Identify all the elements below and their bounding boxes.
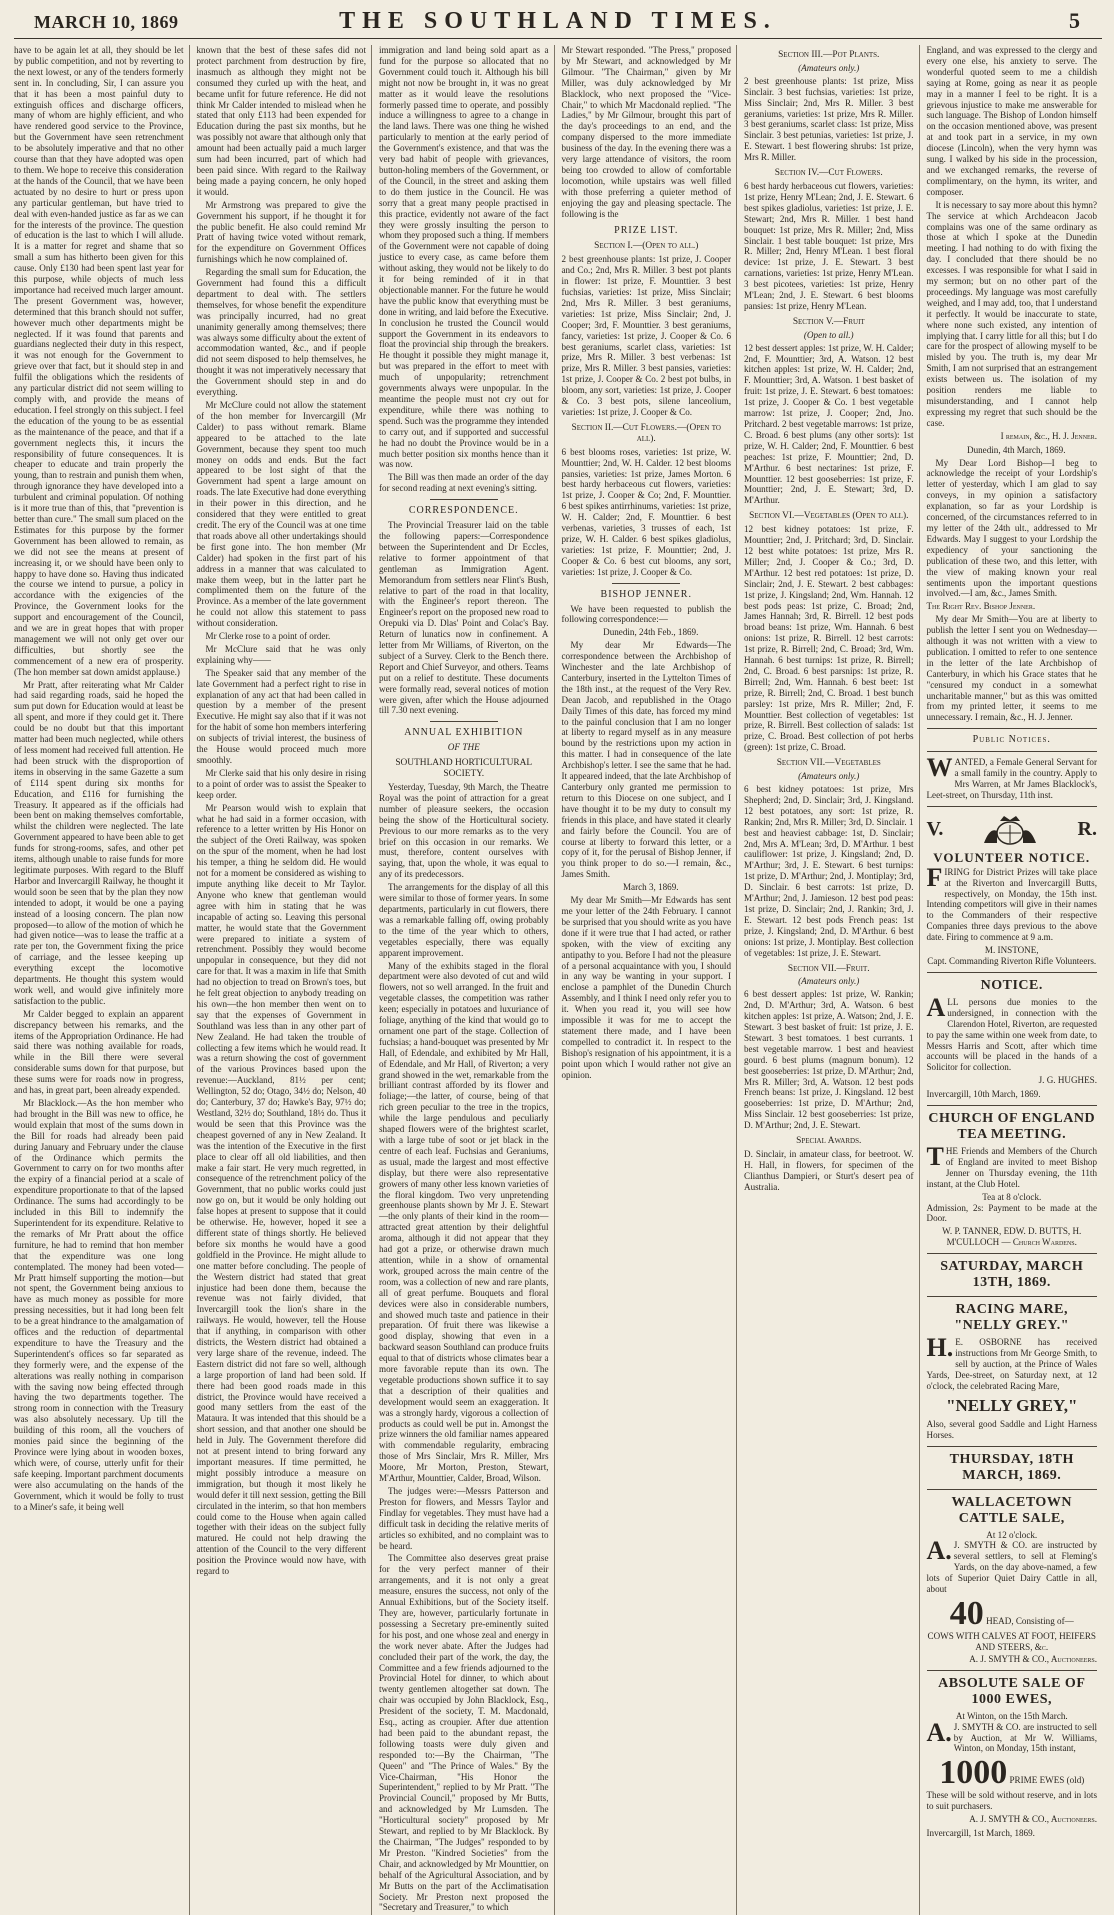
section-sub: (Amateurs only.): [798, 62, 860, 73]
church-wardens: W. P. TANNER, EDW. D. BUTTS, H. M'CULLOCH — Church Wardens.: [942, 1226, 1082, 1248]
ewes-count-line: [927, 1756, 1098, 1790]
exhibition-heading: ANNUAL EXHIBITION: [404, 727, 524, 739]
correspondence-heading: CORRESPONDENCE.: [408, 505, 519, 517]
section-heading: Section IV.—Cut Flowers.: [774, 168, 883, 179]
cattle-count-text: HEAD, Consisting of—: [986, 1615, 1074, 1626]
ewes-sale-terms: These will be sold without reserve, and in lots to suit purchasers.: [926, 1790, 1097, 1812]
ewes-count-text: PRIME EWES (old): [1009, 1775, 1085, 1786]
divider: [927, 1105, 1098, 1106]
masthead: [14, 8, 1102, 39]
divider: [927, 1670, 1098, 1671]
article-paragraph: Regarding the small sum for Education, the Government had found this a difficult department to deal with. The settlers themselves, for whose benefit the expenditure was principally incurred, had no great unanimity generally among themselves; there was always some difficulty about the extent of accommodation wanted, &c., and if people did not seem disposed to help themselves, he thought it was not imperatively necessary that the Government should step in and do everything.: [196, 267, 366, 398]
volunteer-signature-title: Capt. Commanding Riverton Rifle Volunteers.: [927, 955, 1097, 966]
exhibition-society: SOUTHLAND HORTICULTURAL SOCIETY.: [395, 758, 533, 780]
letter-text: My dear Mr Edwards—The correspondence between the Archbishop of Winchester and the late Archbishop of Canterbury, inserted in the Lyttelton Times of the 18th inst., at the request of the Very Rev. Dean Jacob, and republished in the Otago Daily Times of this date, has forced my mind to the painful conclusion that I am no longer at liberty to regard myself as in any measure bound by the restrictions upon my action in this matter. I had in consequence of the late Archbishop's letter. I see the same that he had. It appeared indeed, that the late Archbishop of Canterbury only granted me permission to return to this Diocese on one subject, and I have thought it to be my duty to consult my friends in this place, and have stated it clearly and fairly before the Council. You are of course at liberty to forward this letter, or a copy of it, for the perusal of Bishop Jenner, if you think proper to do so.—I remain, &c., James Smith.: [561, 640, 731, 880]
cattle-count: 40: [949, 1594, 984, 1632]
article-paragraph: The arrangements for the display of all this were similar to those of former years. In some departments, particularly in cut flowers, there was a remarkable falling off, owing probably to the time of the year which to others, vegetables especially, there was equally apparent improvement.: [379, 882, 549, 958]
divider: [927, 1446, 1098, 1447]
final-signature: A. J. SMYTH & CO., Auctioneers.: [969, 1814, 1097, 1825]
issue-date: MARCH 10, 1869: [34, 12, 179, 32]
article-paragraph: Mr McClure could not allow the statement of the hon member for Invercargill (Mr Calder) to pass without remark. Blame appeared to be attached to the late Government, because they spent too much money on odds and ends. But the fact appeared to be lost sight of that the Government had spent a large amount on roads. The late Executive had done everything in their power in this direction, and he considered that they were entitled to great credit. The ery of the Council was at one time that roads above all other undertakings should be first gone into. The hon member (Mr Calder) had spoken in the first part of his address in a manner that was calculated to make them weep, but in the latter part he complimented them on the future of the Province. As a member of the late government he could not allow this statement to pass without consideration.: [196, 400, 366, 629]
divider: [927, 1296, 1098, 1297]
article-paragraph: The Speaker said that any member of the late Government had a perfect right to rise in explanation of any act that had been called in question by a member of the present Executive. He might say also that if it was not for the habit of some hon members interfering on subjects of trivial interest, the business of the House would proceed much more smoothly.: [196, 667, 366, 765]
ewes-sale-text: A.J. SMYTH & CO. are instructed to sell by Auction, at Mr W. Williams, Winton, on Monday, 15th instant,: [926, 1717, 1097, 1754]
cattle-sale-time: At 12 o'clock.: [986, 1529, 1038, 1540]
volunteer-signature: M. INSTONE,: [984, 945, 1039, 956]
auctioneer-signature: A. J. SMYTH & CO., Auctioneers.: [969, 1653, 1097, 1664]
prize-list: 6 best hardy herbaceous cut flowers, varieties: 1st prize, Henry M'Lean; 2nd, J. E. Stewart. 6 best spikes gladiolus, varieties: 1st prize, J. E. Stewart; 2nd, Mrs R. Miller. 1 best hand bouquet: 1st prize, Mrs R. Miller; 2nd, Miss Sinclair. 1 best table bouquet: 1st prize, Mrs R. Miller; 2nd, Henry M'Lean. 1 best floral device: 1st prize, J. E. Stewart. 3 best carnations, varieties: 1st prize, Henry M'Lean. 3 best picotees, varieties: 1st prize, Henry M'Lean; 2nd, J. E. Stewart. 6 best blooms pansies: 1st prize, Henry M'Lean.: [744, 180, 914, 311]
section-heading: Section I.—(Open to all.): [594, 241, 699, 252]
church-heading: CHURCH OF ENGLAND TEA MEETING.: [928, 1111, 1096, 1143]
article-paragraph: We have been requested to publish the following correspondence:—: [561, 603, 731, 625]
article-paragraph: Mr Clerke said that his only desire in rising to a point of order was to assist the Speaker to keep order.: [196, 767, 366, 800]
divider: [927, 1489, 1098, 1490]
article-paragraph: known that the best of these safes did not protect parchment from destruction by fire, inasmuch as although they might not be consumed they curled up with the heat, and became unfit for future reference. He did not think Mr Calder intended to mislead when he stated that only £113 had been expended for Education during the past six months, but he was possibly not aware that although only that amount had been actually paid a much larger sum had been incurred, part of which had been paid since. With regard to the Railway being made a paying concern, he only hoped it would.: [196, 45, 366, 197]
ewes-count: 1000: [939, 1754, 1008, 1792]
bishop-heading: BISHOP JENNER.: [600, 588, 692, 600]
section-heading: Special Awards.: [796, 1136, 862, 1147]
section-heading: Section V.—Fruit: [792, 316, 865, 327]
final-date: Invercargill, 1st March, 1869.: [926, 1828, 1035, 1839]
notice-date: Invercargill, 10th March, 1869.: [926, 1089, 1041, 1100]
letter-date: Dunedin, 4th March, 1869.: [967, 444, 1066, 455]
horse-name: "NELLY GREY,": [946, 1395, 1078, 1415]
public-notices-heading: Public Notices.: [972, 734, 1051, 746]
article-paragraph: Yesterday, Tuesday, 9th March, the Theatre Royal was the point of attraction for a great number of pleasure seekers, the occasion being the show of the Horticultural society. Previous to our more remarks as to the very brief on this occasion in our remarks. We must, therefore, content ourselves with saying, that, upon the whole, it was equal to any of its predecessors.: [379, 782, 549, 880]
prize-list: 12 best dessert apples: 1st prize, W. H. Calder; 2nd, F. Mounttier; 3rd, A. Watson. 12 best kitchen apples: 1st prize, W. H. Calder; 2nd, F. Mounttier; 3rd, A. Watson. 1 best basket of fruit: 1st prize, J. E. Stewart. 6 best tomatoes: 1st prize, J. Cooper & Co. 1 best vegetable marrow: 1st prize, J. Cooper; 2nd, Jno. Pritchard. 2 best vegetable marrows: 1st prize, C. Broad. 6 best plums (any other sorts): 1st prize, W. H. Calder; 2nd, F. Mounttier. 6 best peaches: 1st prize, F. Mounttier; 2nd, D. M'Arthur. 6 best nectarines: 1st prize, F. Mounttier. 12 best gooseberries: 1st prize, F. Mounttier; 2nd, J. E. Stewart; 3rd, D. M'Arthur.: [744, 342, 914, 506]
divider: [927, 806, 1098, 807]
volunteer-notice-text: FIRING for District Prizes will take place at the Riverton and Invercargill Butts, respectively, on Monday, the 15th inst. Intending competitors will give in their names to the Commanders of their respective Companies three days previous to the above date. Firing to commence at 9 a.m.: [926, 862, 1097, 943]
section-heading: Section III.—Pot Plants.: [778, 50, 880, 60]
racing-text: H.E. OSBORNE has received instructions from Mr George Smith, to sell by auction, at the Prince of Wales Yards, Dee-street, on Saturday next, at 12 o'clock, the celebrated Racing Mare,: [926, 1333, 1097, 1391]
prize-list: 6 best kidney potatoes: 1st prize, Mrs Shepherd; 2nd, D. Sinclair; 3rd, J. Kingsland. 12 best potatoes, any sort: 1st prize, R. Rankin; 2nd, Mrs R. Miller; 3rd, D. Sinclair. 1 best and heaviest cabbage: 1st, D. Sinclair; 2nd, Mrs A. M'Lean; 3rd, D. M'Arthur. 1 best cauliflower: 1st prize, J. Kingsland; 2nd, D. M'Arthur; 3rd, J. E. Stewart. 6 best turnips: 1st prize, D. M'Arthur; 2nd, J. Montiplay; 3rd, D. Sinclair. 6 best carrots: 1st prize, D. M'Arthur; 2nd, J. Jamieson. 12 best pod peas: 1st prize, D. Sinclair; 2nd, J. Rankin; 3rd, J. E. Stewart. 12 best pods French peas: 1st prize, J. Kingsland; 2nd, D. M'Arthur. 6 best onions: 1st prize, J. Montiplay. Best collection of vegetables: 1st prize, J. E. Stewart.: [744, 784, 914, 958]
section-sub: (Open to all.): [803, 329, 854, 340]
divider: [430, 499, 498, 500]
cattle-types: COWS WITH CALVES AT FOOT, HEIFERS AND STEERS, &c.: [927, 1630, 1096, 1652]
article-paragraph: immigration and land being sold apart as a fund for the purpose so allocated that no Government could touch it. Although his bill might not now be brought in, it was no great matter as it would leave the resolutions formerly passed time to operate, and possibly induce a willingness to agree to a change in the land laws. There was one thing he wished particularly to mention at the early period of the Government's existence, and that was the very bad habit of people with grievances, button-holing members of the Government, or of the Council, in the street and asking them to do them justice in the Council. He was sorry that a great many people practised in this practice, evidently not aware of the fact they were grossly insulting the person to whom they proposed such a thing. If members of the Government were not capable of doing justice to every case, as came before them without asking, they would not be likely to do it for being reminded of it in that objectionable manner. For the future he would have the public know that everything must be done in writing, and laid before the Executive. In conclusion he trusted the Council would support the Government in its endeavors to float the provincial ship through the breakers. He thought it possible they might manage it, but was prepared in the effort to meet with much of unpopularity; retrenchment governments always were unpopular. In the meantime the people must not cry out for expenditure, while there was nothing to spend. Such was the programme they intended to carry out, and if supported and successful he had no doubt the Province would be in a much better position six months hence than it was now.: [379, 45, 549, 470]
divider: [927, 728, 1098, 729]
cattle-count-line: [927, 1594, 1098, 1632]
article-paragraph: Mr Pratt, after reiterating what Mr Calder had said regarding roads, said he hoped the sum put down for Education would at least be all spent, and more if they could get it. There could be no doubt but that this important matter had been much neglected, while others of less moment had received full attention. He had been struck with the disproportion of items in observing in the same Gazette a sum of £114 spent during six months for Education, and £116 for furnishing the Treasury. It appeared as if the officials had been bent on making themselves comfortable, whilst the children were neglected. The late Government appeared to have been able to get funds for strong-rooms, safes, and other pet items, although unable to raise funds for more legitimate purposes. With regard to the Bluff Harbor and Invercargill Railway, he thought it would soon be seen that by the plan they now intended to adopt, it would be one a paying instead of a loosing concern. The plan now proposed—to allow of the motion of which he had given notice—was to lease the traffic at a rate per ton, the Government fixing the price of carriage, and the lessee keeping up everything except the locomotive departments. He thought this system would work well, and would give infinitely more satisfaction to the public.: [14, 679, 184, 1006]
prize-list: 2 best greenhouse plants: 1st prize, J. Cooper and Co.; 2nd, Mrs R. Miller. 3 best pot plants in flower: 1st prize, F. Mounttier. 3 best fuchsias, varieties: 1st prize, Miss Sinclair; 2nd, Mrs R. Miller. 3 best geraniums, varieties: 1st prize, Miss Sinclair; 2nd, J. Cooper; 3rd, F. Mounttier. 3 best geraniums, fancy, varieties: 1st prize, J. Cooper & Co. 6 best geraniums, scarlet class, varieties: 1st prize, Mrs R. Miller. 3 best verbenas: 1st prize, Mrs R. Miller. 3 best pansies, varieties: 1st prize, J. Cooper & Co. 2 best pot bulbs, in bloom, any sort, varieties: 1st prize, J. Cooper & Co. 3 best pots, silene lanceolium, varieties: 1st prize, J. Cooper & Co.: [561, 254, 731, 417]
racing-heading: RACING MARE, "NELLY GREY.": [954, 1302, 1070, 1334]
letter-text: My dear Mr Smith—You are at liberty to publish the letter I sent you on Wednesday—although it was not written with a view to publication. I omitted to refer to one sentence in the letter of the late Archbishop of Canterbury, in which his Grace states that he "censured my conduct in a somewhat uncharitable manner," but as this was omitted from my printed letter, it seems to me unnecessary. I remain, &c., H. J. Jenner.: [926, 614, 1097, 723]
article-paragraph: Many of the exhibits staged in the floral department were also devoted of cut and wild flowers, not so well arranged. In the fruit and vegetable classes, the competition was rather keen; especially in potatoes and luxuriance of foliage, anything of the kind that would go to ornament one part of the stage. Collection of fuchsias; a hand-bouquet was presented by Mr Hall, of Edendale, and exhibited by Mr Hall, of Edendale, and Mr Hall, of Riverton; a very grand showed in the wet, remarkable from the brilliant contrast afforded by its flower and foliage;—the latter, of course, being of that rich green peculiar to the tree in the tropics, while the large pendulous and peculiarly shaped flowers were of the brightest scarlet, with a large tube of soot or jet black in the centre of each leaf. Fuchsias and Geraniums, as usual, made the largest and most effective display, but there were also representative growers of many other less known varieties of the floral kingdom. Two very unpretending greenhouse plants shown by Mr J. E. Stewart—the only plants of their kind in the room—attracted great attention by their delightful aroma, although it did not appear that they had got a prize, or otherwise drawn much attention, while in a show of ornamental work, grouped across the main centre of the room, was a collection of new and rare plants, all of great perfume. Bouquets and floral devices were also in considerable numbers, and showed much taste and patience in their preparation. Of fruit there was likewise a good display, showing that even in a backward season Southland can produce fruits equal to that of districts whose climates bear a more favorable repute than its own. The vegetable productions shown suffice it to say that a description of their qualities and development would seem an exaggeration. It was a strongly hardy, vigorous a collection of products as could well be put in. Amongst the prize winners the old familiar names appeared with commendable regularity, embracing those of Mrs Sinclair, Mrs R. Miller, Mrs Moore, Mr Morton, Preston, Stewart, M'Arthur, Mounttier, Calder, Broad, Wilson.: [379, 960, 549, 1484]
article-paragraph: Mr Stewart responded. "The Press," proposed by Mr Stewart, and acknowledged by Mr Gilmour. "The Chairman," given by Mr Miller, was duly acknowledged by Mr Blacklock, who next proposed the "Vice-Chair," to which Mr Macdonald replied. "The Ladies," by Mr Gilmour, brought this part of the day's proceedings to an end, and the company dispersed to the more immediate business of the day. In the evening there was a very large attendance of visitors, the room being too crowded to allow of comfortable locomotion, while upstairs was well filled with those preferring a quieter method of enjoying the gay and pleasing spectacle. The following is the: [561, 45, 731, 219]
divider: [430, 721, 498, 722]
column-4: [562, 45, 738, 1915]
letter-date: March 3, 1869.: [622, 882, 679, 893]
volunteer-notice-heading: VOLUNTEER NOTICE.: [933, 849, 1091, 865]
divider: [612, 583, 680, 584]
letter-text: My dear Mr Smith—Mr Edwards has sent me your letter of the 24th February. I cannot be surprised that you should write as you have done if it were true that I had acted, or rather spoken, with the view of exciting any antipathy to you. Before I had not the pleasure of a personal acquaintance with you, I should in any way be wanting in your support. I enclose a pamphlet of the Dunedin Church Assembly, and I think I need only refer you to it. When you read it, you will see how impossible it was for me to accept the statement there made, and I have been compelled to contradict it. In respect to the Bishop's resignation of his appointment, it is a point upon which I would rather not give an opinion.: [561, 895, 731, 1080]
cattle-sale-heading: WALLACETOWN CATTLE SALE,: [951, 1494, 1072, 1526]
emblem-letter-r: R.: [1077, 818, 1097, 841]
divider: [927, 751, 1098, 752]
article-paragraph: The Bill was then made an order of the day for second reading at next evening's sitting.: [379, 472, 549, 494]
article-paragraph: Mr McClure said that he was only explaining why——: [196, 643, 366, 665]
letter-date: Dunedin, 24th Feb., 1869.: [603, 627, 699, 638]
article-paragraph: Mr Blacklock.—As the hon member who had brought in the Bill was new to office, he would explain that most of the sums down in the Bill for roads had already been paid during January and February under the clause of the Ordinance which permits the Government to carry on for two months after the expiry of a financial period at a scale of expenditure proportionate to that of the lapsed Ordinance. The sums had accordingly to be included in this Bill to indemnify the Superintendent for its expenditure. Relative to the remarks of Mr Pratt about the office furniture, he had to remind that hon member that the expenditure was one long contemplated. The money had been voted—Mr Pratt himself supporting the motion—but not spent, the Government being anxious to have as much money as possible for more pressing necessities, but it had long been felt to be a great hindrance to the amalgamation of offices and the reduction of departmental expenditure to have the Treasury and the Superintendent's offices so far separated as they formerly were, and the expense of the alterations was really nothing in comparison with the saving now being effected through having the two departments together. The strong room in connection with the Treasury was also absolutely necessary. Up till the building of this room, all the vouchers of monies paid since the beginning of the Province were lying about in wooden boxes, which were, of course, utterly unfit for their safe keeping. Important parchment documents were also accumulating on the hands of the Government, which it would be folly to trust to a Miner's safe, it being well: [14, 1098, 184, 1512]
divider: [927, 1253, 1098, 1254]
letter-text: England, and was expressed to the clergy and every one else, his anxiety to serve. The wonderful quoted seem to me a childish saying at Rome, going as near it as people may in a manner I feel to be right. It is a grievous injustice to make me answerable for such language. The Bishop of London himself on the occasion mentioned above, was present at and took part in a service, in my own diocese (Lincoln), when the very hymn was sung. I walked by his side in the procession, and we exchanged remarks, the reverse of complimentary, on the hymn, its writer, and composer.: [926, 45, 1097, 197]
section-heading: Section II.—Cut Flowers.—(Open to all).: [571, 422, 721, 444]
newspaper-title: THE SOUTHLAND TIMES.: [339, 8, 777, 34]
section-heading: Section VI.—Vegetables (Open to all).: [749, 511, 909, 522]
letter-text: It is necessary to say more about this hymn? The service at which Archdeacon Jacob complains was one of the same ordinary as those at which I spoke at the Dunedin meeting. I had nothing to do with fixing the day. I concluded that there should be no excesses. I was responsible for what I said in my sermon; but on no other part of the proceedings. My language was most carefully weighed, and I may add, too, that I understand it perfectly. It would be inaccurate to state, where none such existed, any intention of implying that. I carry little for all this; but I do care for the prospect of allowing myself to be misled by you. The truth is, my dear Mr Smith, I am not surprised that an estrangement exists between us. The isolation of my position renders me liable to misunderstanding, and I cannot help expressing my regret that such should be the case.: [926, 199, 1097, 428]
advert-wanted: WANTED, a Female General Servant for a small family in the country. Apply to Mrs Warren, at Mr James Blacklock's, Leet-street, on Thursday, 11th inst.: [926, 753, 1097, 800]
prize-list: 12 best kidney potatoes: 1st prize, F. Mounttier; 2nd, J. Pritchard; 3rd, D. Sinclair. 12 best white potatoes: 1st prize, Mrs R. Miller; 2nd, J. Cooper & Co.; 3rd, D. M'Arthur. 12 best red potatoes: 1st prize, D. Sinclair; 2nd, J. E. Stewart. 2 best cabbages: 1st prize, J. Kingsland; 2nd, Wm. Hannah. 12 best pods peas: 1st prize, C. Broad; 2nd, James Hannah; 3rd, R. Birrell. 12 best pods broad beans: 1st prize, Wm. Hannah. 6 best onions: 1st prize, R. Birrell. 12 best carrots: 1st prize, R. Birrell; 2nd, C. Broad; 3rd, Wm. Hannah. 6 best turnips: 1st prize, R. Birrell; 2nd, C. Broad. 6 best parsnips: 1st prize, R. Birrell; 2nd, Wm. Hannah. 6 best beet: 1st prize, R. Birrell; 2nd, C. Broad. 1 best bunch parsley: 1st prize, Mrs R. Miller; 2nd, F. Mounttier. Best collection of vegetables: 1st prize, R. Birrell. Best collection of salads: 1st prize, C. Broad. Best collection of pot herbs (green): 1st prize, C. Broad.: [744, 524, 914, 753]
prize-list: 6 best blooms roses, varieties: 1st prize, W. Mounttier; 2nd, W. H. Calder. 12 best blooms pansies, varieties: 1st prize, James Morton. 6 best hardy herbaceous cut flowers, varieties: 1st prize, J. Cooper & Co; 2nd, F. Mounttier. 6 best spikes antirrhinums, varieties: 1st prize, W. H. Calder; 2nd, F. Mounttier. 6 best verbenas, varieties, 3 trusses of each, 1st prize, W. H. Calder. 6 best spikes gladiolus, varieties: 1st prize, F. Mounttier; 2nd, J. Cooper & Co. 6 best cut blooms, any sort, varieties: 1st prize, J. Cooper & Co.: [561, 446, 731, 577]
column-1: [14, 45, 190, 1915]
page-mark: 5: [1069, 8, 1080, 33]
ewes-sale-location: At Winton, on the 15th March.: [955, 1710, 1068, 1721]
article-paragraph: The Committee also deserves great praise for the very perfect manner of their arrangements, and it is not only a great measure, ensures the success, not only of the Annual Exhibitions, but of the Society itself. They are, however, particularly fortunate in possessing a Secretary pre-eminently suited for his post, and one whose zeal and energy in the work never abate. After the Judges had concluded their part of the work, the day, the Committee and a few friends adjourned to the Provincial Hotel for dinner, to which about twenty gentlemen altogether sat down. The chair was occupied by John Blacklock, Esq., President of the society, T. M. Macdonald, Esq., acting as croupier. After due attention had been paid to the abundant repast, the following toasts were duly given and responded to:—By the Chairman, "The Queen" and "The Prince of Wales." By the Vice-Chairman, "His Honor the Superintendent," replied to by Mr Pratt. "The Provincial Council," proposed by Mr Butts, and acknowledged by Mr Lumsden. The "Horticultural society" proposed by Mr Stewart, and replied to by Mr Blacklock. By the Chairman, "The Judges" responded to by Mr Preston. "Kindred Societies" from the Chair, and acknowledged by Mr Mounttier, on behalf of the Agricultural Association, and by Mr Butts on the part of the Acclimatisation Society. Mr Preston next proposed the "Secretary and Treasurer," to which: [379, 1553, 549, 1913]
prize-list-heading: PRIZE LIST.: [614, 224, 679, 236]
column-6: [927, 45, 1103, 1915]
column-3: [379, 45, 555, 1915]
column-2: [197, 45, 373, 1915]
columns: [14, 45, 1102, 1913]
royal-emblem-row: [927, 813, 1098, 847]
article-paragraph: Mr Calder begged to explain an apparent discrepancy between his remarks, and the items of the Appropriation Ordinance. He had said there was nothing available for roads, while in the Bill there were several considerable sums down for that purpose, but these sums were for roads now in progress, and has, in great part, been already expended.: [14, 1008, 184, 1096]
ewes-sale-heading: ABSOLUTE SALE OF 1000 EWES,: [938, 1675, 1086, 1707]
letter-recipient: The Right Rev. Bishop Jenner.: [926, 601, 1036, 612]
signature: I remain, &c., H. J. Jenner.: [1000, 430, 1097, 441]
section-heading: Section VII.—Vegetables: [776, 758, 881, 769]
royal-crest-icon: [978, 813, 1042, 847]
racing-subtext: Also, several good Saddle and Light Harness Horses.: [926, 1418, 1097, 1440]
cattle-sale-text: A.J. SMYTH & CO. are instructed by several settlers, to sell at Fleming's Yards, on the day above-named, a few lots of Superior Quiet Dairy Cattle in all, about: [926, 1536, 1097, 1595]
exhibition-of: OF THE: [447, 742, 480, 753]
thursday-date: THURSDAY, 18TH MARCH, 1869.: [949, 1451, 1074, 1483]
article-paragraph: Mr Armstrong was prepared to give the Government his support, if he thought it for the public benefit. He also could remind Mr Pratt of having twice voted without remark, for the expenditure on Government Offices furnishings which he now complained of.: [196, 199, 366, 265]
prize-list: 6 best dessert apples: 1st prize, W. Rankin; 2nd, D. M'Arthur; 3rd, A. Watson. 6 best kitchen apples: 1st prize, A. Watson; 2nd, J. E. Stewart. 3 best basket of fruit: 1st prize, J. E. Stewart. 3 best tomatoes. 1 best currants. 1 best vegetable marrow. 1 best and heaviest gourd. 6 best plums (magnum bonum). 12 best gooseberries: 1st prize, D. M'Arthur; 2nd, Mrs R. Miller; 3rd, A. Watson. 12 best pods French beans: 1st prize, J. Kingsland. 12 best gooseberries: 1st prize, D. M'Arthur; 2nd, Miss Sinclair. 12 best gooseberries: 1st prize, D. M'Arthur; 2nd, J. E. Stewart.: [744, 989, 914, 1131]
article-paragraph: The judges were:—Messrs Patterson and Preston for flowers, and Messrs Taylor and Findlay for vegetables. They must have had a difficult task in deciding the relative merits of articles so exhibited, and no complaint was to be heard.: [379, 1486, 549, 1551]
church-text: THE Friends and Members of the Church of England are invited to meet Bishop Jenner on Thursday evening, the 11th instant, at the Club Hotel.: [926, 1142, 1097, 1189]
column-5: [744, 45, 920, 1915]
saturday-date: SATURDAY, MARCH 13TH, 1869.: [940, 1259, 1084, 1291]
article-paragraph: Mr Pearson would wish to explain that what he had said in a former occasion, with reference to a letter written by His Honor on the subject of the Oreti Railway, was spoken on the spur of the moment, when he had lost his temper, a thing he seldom did. He would not for a moment be considered as wishing to impute anything like deceit to Mr Taylor. Anyone who knew that gentleman would agree with him in stating that he was incapable of acting so. Leaving this personal matter, he would state that the Government were prepared to initiate a system of retrenchment. Possibly they would become unpopular in consequence, but they did not care for that. It was a maxim in life that Smith had no objection to tread on Brown's toes, but he felt great objection to anybody treading on his own—the hon member then went on to say that the expenses of Government in Southland was less than in any other part of New Zealand. He had taken the trouble of collecting a few items which he would read. It was a return showing the cost of government of the various Provinces based upon the revenue:—Auckland, 81½ per cent; Wellington, 52 do; Otago, 34½ do; Nelson, 40 do; Canterbury, 37 do; Hawke's Bay, 97½ do; Westland, 32½ do; Southland, 18½ do. Thus it would be seen that this Province was the cheapest governed of any in New Zealand. It was the intention of the Executive in the first place to clear off all old liabilities, and then make a fair start. He very much regretted, in consequence of the retrenchment policy of the Government, that no public works could just now go on, but it would be only holding out false hopes at present to suppose that it could be otherwise. He, however, hoped it see a different state of things shortly. He believed before six months he would have a good goldfield in the Province. He might allude to one matter before concluding. The people of the Western district had stated that great injustice had been done them, because the revenue was not fairly divided, that Invercargill took the lion's share in the railways. He would, however, tell the House that if anything, in comparison with other districts, the Western district had obtained a very large share of the revenue, indeed. The Eastern district did not fare so well, although a large proportion of land had been sold. If there had been good roads made in this district, the Province would have received a good many settlers from the east of the Mataura. It was intended that this should be a short session, and that another one should be held in July. The Government therefore did not at present intend to bring forward any important measures. If time permitted, he might possibly introduce a measure on immigration, but though it most likely he would defer it till next session, getting the Bill circulated in the interim, so that hon members could come to the House when again called together with their ideas on the subject fully matured. He could not help drawing the attention of the Council to the very different position the Province would now have, with regard to: [196, 802, 366, 1577]
letter-text: My Dear Lord Bishop—I beg to acknowledge the receipt of your Lordship's letter of yesterday, which I am glad to say conveys, in my opinion a satisfactory explanation, so far as your Lordship is concerned, of the circumstances referred to in my letter of the 24th ult., addressed to Mr Edwards. May I suggest to your Lordship the expediency of your sanctioning the publication of these two, and this letter, with the view of making known your real sentiments upon the important questions involved.—I am, &c., James Smith.: [926, 457, 1097, 599]
emblem-letter-v: V.: [926, 818, 944, 841]
correspondence-text: The Provincial Treasurer laid on the table the following papers:—Correspondence between the Superintendent and Dr Eccles, relative to former appointment of that gentleman as Immigration Agent. Memorandum from settlers near Flint's Bush, relative to part of the road in that locality, with the Engineer's report thereon. The Engineer's report on the proposed new road to Orepuki via D. Dlas' Point and Colac's Bay. Return of lunatics now in confinement. A letter from Mr Williams, of Riverton, on the subject of a Survey. Clerk to the Bench there. Report and Chief Surveyor, and others. Teams put on a relief to destitute. These documents were formally read, several notices of motion were given, after which the House adjourned till 7.30 next evening.: [379, 520, 549, 716]
prize-list: D. Sinclair, in amateur class, for beetroot. W. H. Hall, in flowers, for specimen of the Clianthus Dampieri, or Sturt's desert pea of Australia.: [744, 1149, 914, 1192]
notice-signature: J. G. HUGHES.: [1038, 1075, 1097, 1086]
article-paragraph: Mr Clerke rose to a point of order.: [205, 631, 331, 642]
section-sub: (Amateurs only.): [798, 771, 860, 782]
article-paragraph: have to be again let at all, they should be let by public competition, and not by reverting to the next lowest, or any of the tenders formerly sent in. In concluding, Sir, I can assure you that it has been a most painful duty to extinguish offices and discharge officers, many of whom are highly efficient, and who have rendered good service to the Province, but the Government have seen retrenchment to be absolutely imperative and that no other course than that they have adopted was open to them. We hope to receive this consideration at the hands of the Council, that we have been actuated by no desire to hurt or press upon any particular gentleman, but have tried to deal with even-handed justice as far as we can for the interests of the province. The question of education is the last to which I will allude. It is a matter for regret and shame that so small a sum has hitherto been given for this cause. Only £130 had been spent last year for this purpose, while objects of much less importance had received much larger amount. The present Government was, however, determined that this branch should not suffer, however much other departments might be neglected. If it was found that parents and guardians neglected their duty in this respect, it was not enough for the Government to grieve over that fact, but it should step in and fulfil the obligations which the residents of any particular district did not seem willing to comply with, and provide the means of education. I feel strongly on this subject. I feel the education of the young to be as essential as the maintenance of the peace, and that if a government neglects this, it incurs the responsibility of future consequences. It is cheaper to educate and train properly the young, than to restrain and punish them when, through ignorance they have developed into a turbulent and criminal population. Of nothing is it more true than of this, that "prevention is better than cure." The small sum placed on the Estimates for this purpose by the former Government has been allowed to remain, as we did not see the means at present of increasing it, or we should have been only to happy to have done so. Having thus indicated the course we intend to pursue, a policy in accordance with the exigencies of the Province, the Government looks for the support and encouragement of the Council, and we are in great hopes that with proper management we will not only get over our difficulties, but shortly see the commencement of a new era of prosperity. (The hon member sat down amidst applause.): [14, 45, 184, 677]
divider: [927, 972, 1098, 973]
notice-text: ALL persons due monies to the undersigned, in connection with the Clarendon Hotel, Riverton, are requested to pay the same within one week from date, to Messrs Harris and Scott, after which time accounts will be placed in the hands of a Solicitor for collection.: [926, 992, 1097, 1073]
section-heading: Section VII.—Fruit.: [787, 963, 870, 974]
prize-list: 2 best greenhouse plants: 1st prize, Miss Sinclair. 3 best fuchsias, varieties: 1st prize, Miss Sinclair; 2nd, Mrs R. Miller. 3 best geraniums, varieties: 1st prize, Mrs R. Miller. 3 best geraniums, scarlet class: 1st prize, Miss Sinclair. 3 best petunias, varieties: 1st prize, J. E. Stewart. 1 best flowering shrubs: 1st prize, Mrs R. Miller.: [744, 75, 914, 163]
church-admission: Admission, 2s: Payment to be made at the Door.: [926, 1202, 1097, 1224]
section-sub: (Amateurs only.): [798, 976, 860, 987]
church-tea: Tea at 8 o'clock.: [982, 1191, 1042, 1202]
notice-heading: NOTICE.: [980, 977, 1043, 993]
